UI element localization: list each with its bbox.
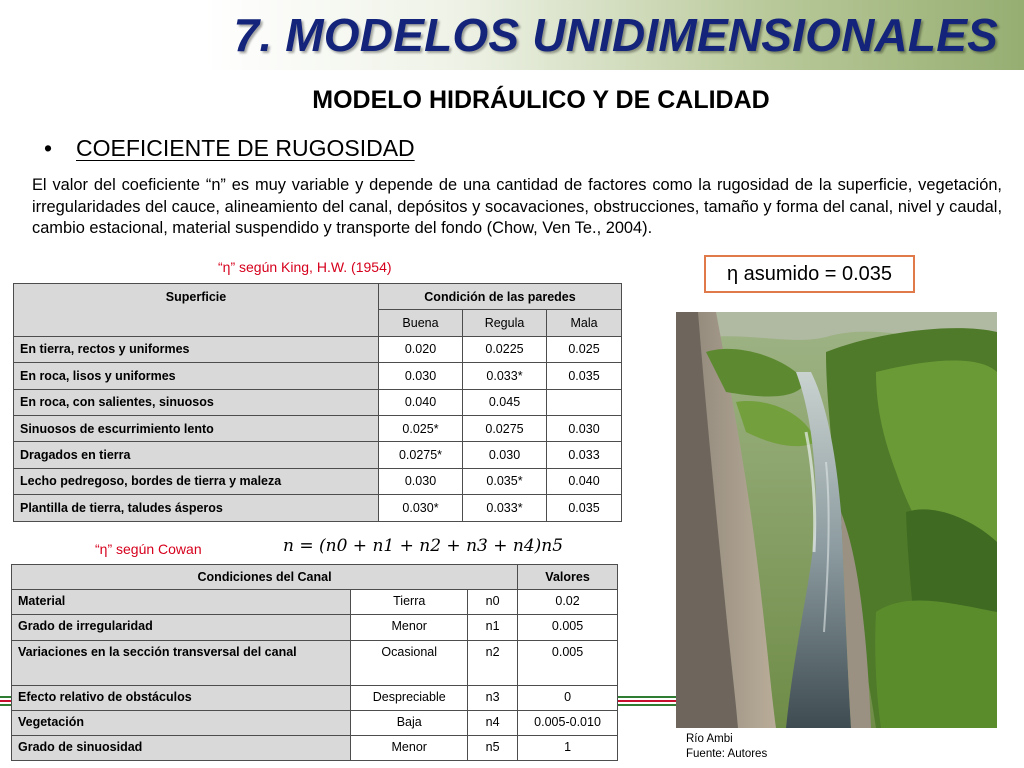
cell-condition: Baja <box>351 711 468 736</box>
header-conditions: Condiciones del Canal <box>12 565 518 590</box>
row-label: Dragados en tierra <box>14 442 379 468</box>
header-surface: Superficie <box>14 284 379 337</box>
cell-value: 0.0225 <box>463 336 547 362</box>
header-values: Valores <box>518 565 618 590</box>
table-row <box>14 363 622 389</box>
subheader-bad: Mala <box>547 310 622 336</box>
cell-value: 0.035 <box>547 495 622 521</box>
cell-condition: Ocasional <box>351 641 468 686</box>
cowan-table-caption: “η” según Cowan <box>95 541 202 557</box>
photo-caption-title: Río Ambi <box>686 733 733 745</box>
slide-title: 7. MODELOS UNIDIMENSIONALES <box>233 9 998 61</box>
cell-value: 0.033* <box>463 495 547 521</box>
assumed-value-box: η asumido = 0.035 <box>704 255 915 293</box>
row-label: Grado de sinuosidad <box>12 736 351 761</box>
header-condition: Condición de las paredes <box>379 284 622 310</box>
cell-value: 0.033 <box>547 442 622 468</box>
cell-value: 0.030 <box>547 415 622 441</box>
row-label: Vegetación <box>12 711 351 736</box>
slide-subtitle: MODELO HIDRÁULICO Y DE CALIDAD <box>312 86 770 114</box>
cowan-formula: 𝑛 = (𝑛0 + 𝑛1 + 𝑛2 + 𝑛3 + 𝑛4)𝑛5 <box>283 536 564 556</box>
cell-value <box>547 389 622 415</box>
cell-code: n4 <box>468 711 518 736</box>
cell-condition: Despreciable <box>351 686 468 711</box>
row-label: En roca, lisos y uniformes <box>14 363 379 389</box>
row-label: Lecho pedregoso, bordes de tierra y maleza <box>14 468 379 494</box>
row-label: Grado de irregularidad <box>12 615 351 641</box>
cell-value: 0.030* <box>379 495 463 521</box>
cell-value: 0.02 <box>518 590 618 615</box>
row-label: Material <box>12 590 351 615</box>
bullet-text: COEFICIENTE DE RUGOSIDAD <box>76 135 415 161</box>
row-label: Plantilla de tierra, taludes ásperos <box>14 495 379 521</box>
river-photo-illustration <box>676 312 997 728</box>
cell-code: n3 <box>468 686 518 711</box>
cell-value: 0.025 <box>547 336 622 362</box>
table-row <box>12 615 618 641</box>
cell-value: 0.005 <box>518 641 618 686</box>
table-row <box>14 415 622 441</box>
table-row <box>14 468 622 494</box>
cell-value: 1 <box>518 736 618 761</box>
cell-value: 0.0275 <box>463 415 547 441</box>
row-label: Variaciones en la sección transversal del canal <box>12 641 351 686</box>
cell-code: n2 <box>468 641 518 686</box>
river-photo <box>676 312 997 728</box>
table-row <box>14 442 622 468</box>
row-label: Efecto relativo de obstáculos <box>12 686 351 711</box>
cell-value: 0.020 <box>379 336 463 362</box>
photo-caption <box>686 732 767 762</box>
subheader-regular: Regula <box>463 310 547 336</box>
cell-value: 0.005-0.010 <box>518 711 618 736</box>
cell-value: 0.035* <box>463 468 547 494</box>
cell-value: 0.040 <box>547 468 622 494</box>
cell-code: n1 <box>468 615 518 641</box>
table-row <box>12 641 618 686</box>
cell-value: 0 <box>518 686 618 711</box>
cell-condition: Tierra <box>351 590 468 615</box>
cell-value: 0.030 <box>463 442 547 468</box>
cell-condition: Menor <box>351 615 468 641</box>
cell-value: 0.045 <box>463 389 547 415</box>
table-row <box>12 686 618 711</box>
row-label: En tierra, rectos y uniformes <box>14 336 379 362</box>
table-header-row <box>14 284 622 310</box>
cell-value: 0.035 <box>547 363 622 389</box>
row-label: En roca, con salientes, sinuosos <box>14 389 379 415</box>
table-row <box>12 590 618 615</box>
cell-value: 0.025* <box>379 415 463 441</box>
subheader-good: Buena <box>379 310 463 336</box>
body-paragraph: El valor del coeficiente “n” es muy variable y depende de una cantidad de factores como la rugosidad de la superficie, vegetación, irregularidades del cauce, alineamiento del canal, depósitos y socavaciones, obstrucciones, tamaño y forma del canal, nivel y caudal, cambio estacional, material suspendido y transporte del fondo (Chow, Ven Te., 2004). <box>32 176 1002 237</box>
table-row <box>12 711 618 736</box>
bullet-dot-icon: • <box>44 135 53 161</box>
table-row <box>12 736 618 761</box>
cowan-roughness-table <box>11 564 618 761</box>
king-roughness-table <box>13 283 622 522</box>
table-row <box>14 495 622 521</box>
table-header-row <box>12 565 618 590</box>
row-label: Sinuosos de escurrimiento lento <box>14 415 379 441</box>
table-row <box>14 389 622 415</box>
cell-value: 0.005 <box>518 615 618 641</box>
cell-condition: Menor <box>351 736 468 761</box>
cell-value: 0.040 <box>379 389 463 415</box>
photo-caption-source: Fuente: Autores <box>686 748 768 760</box>
cell-value: 0.030 <box>379 363 463 389</box>
cell-code: n5 <box>468 736 518 761</box>
king-table-caption: “η” según King, H.W. (1954) <box>218 259 392 275</box>
cell-value: 0.030 <box>379 468 463 494</box>
cell-value: 0.0275* <box>379 442 463 468</box>
table-row <box>14 336 622 362</box>
bullet-heading <box>44 135 415 162</box>
cell-value: 0.033* <box>463 363 547 389</box>
cell-code: n0 <box>468 590 518 615</box>
